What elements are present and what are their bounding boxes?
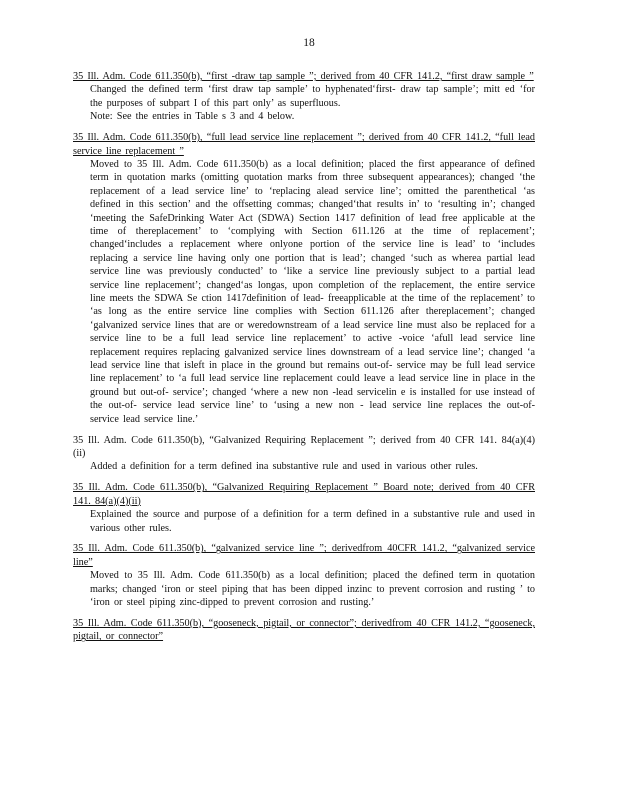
entry-body [90, 158, 535, 426]
entry-heading: 35 Ill. Adm. Code 611.350(b), “first -draw tap sample ”; derived from 40 CFR 141.2, “first draw sample ” [73, 71, 534, 82]
definition-entry [73, 542, 535, 609]
entry-heading: 35 Ill. Adm. Code 611.350(b), “gooseneck, pigtail, or connector”; derivedfrom 40 CFR 141.2, “gooseneck, pigtail, or connector” [73, 617, 535, 643]
entry-explanation: Moved to 35 Ill. Adm. Code 611.350(b) as a local definition; placed the first appearance of defined term in quotation marks (omitting quotation marks from three subsequent appearances); changed ‘the replacement of a lead service line’ to ‘replacing alead service line’; omitted the parenthetical ‘as defined in this section’ and the offsetting commas; changed‘that results in’ to ‘resulting in’; changed ‘meeting the SafeDrinking Water Act (SDWA) Section 1417 definition of lead free applicable at the time of thereplacement’ to ‘complying with Section 611.126 at the time of replacement’; changed‘includes a replacement where onlyone portion of the service line is lead’ to ‘includes replacing a service line having only one portion that is lead’; changed ‘such as wherea partial lead service line was previously conducted’ to ‘like a service line previously subject to a partial lead service line replacement’; changed‘as longas, upon completion of the replacement, the entire service line meets the SDWA Se ction 1417definition of lead- freeapplicable at the time of the replacement’ to ‘as long as the entire service line complies with Section 611.126 after thereplacement’; changed ‘galvanized service lines that are or weredownstream of a lead service line must also be replaced for a service line to be a full lead service line replacement’ to active -voice ‘afull lead service line replacement requires replacing galvanized service lines downstream of a lead service line’; changed ‘a lead service line that isleft in place in the ground but remains out-of- service may be full lead service line replacement’ to ‘a full lead service line replacement could leave a lead service line in place in the ground but out-of- service’; changed ‘where a new non -lead servicelin e is installed for use instead of the out-of- service lead service line’ to ‘using a new non - lead service line replaces the out-of- service lead service line.’ [90, 158, 535, 425]
entry-body [90, 460, 535, 473]
entry-explanation: Changed the defined term ‘first draw tap sample’ to hyphenated‘first- draw tap sample’; mitt ed ‘for the purposes of subpart I of this part only’ as superfluous. [90, 84, 535, 109]
entry-explanation: Moved to 35 Ill. Adm. Code 611.350(b) as a local definition; placed the defined term in quotation marks; changed ‘iron or steel piping that has been dipped inzinc to prevent corrosion and rusting ’ to ‘iron or steel piping zinc-dipped to prevent corrosion and rusting.’ [90, 570, 535, 609]
definition-entry [73, 434, 535, 474]
definitions-list [73, 70, 535, 651]
entry-heading: 35 Ill. Adm. Code 611.350(b), “full lead service line replacement ”; derived from 40 CFR 141.2, “full lead service line replacement ” [73, 132, 535, 157]
entry-explanation: Explained the source and purpose of a definition for a term defined in a substantive rule and used in various other rules. [90, 509, 535, 534]
entry-body [90, 83, 535, 123]
entry-explanation: Added a definition for a term defined ina substantive rule and used in various other rules. [90, 461, 478, 473]
page-number: 18 [303, 37, 315, 49]
definition-entry [73, 70, 535, 124]
entry-body [90, 569, 535, 609]
definition-entry [73, 617, 535, 644]
entry-note: Note: See the entries in Table s 3 and 4 below. [90, 111, 295, 123]
entry-body [90, 508, 535, 535]
definition-entry [73, 131, 535, 426]
definition-entry [73, 481, 535, 535]
entry-heading: 35 Ill. Adm. Code 611.350(b), “Galvanized Requiring Replacement ”; derived from 40 CFR 141. 84(a)(4)(ii) [73, 434, 535, 459]
entry-heading: 35 Ill. Adm. Code 611.350(b), “galvanized service line ”; derivedfrom 40CFR 141.2, “galvanized service line” [73, 543, 535, 568]
entry-heading: 35 Ill. Adm. Code 611.350(b), “Galvanized Requiring Replacement ” Board note; derived from 40 CFR 141. 84(a)(4)(ii) [73, 482, 535, 507]
